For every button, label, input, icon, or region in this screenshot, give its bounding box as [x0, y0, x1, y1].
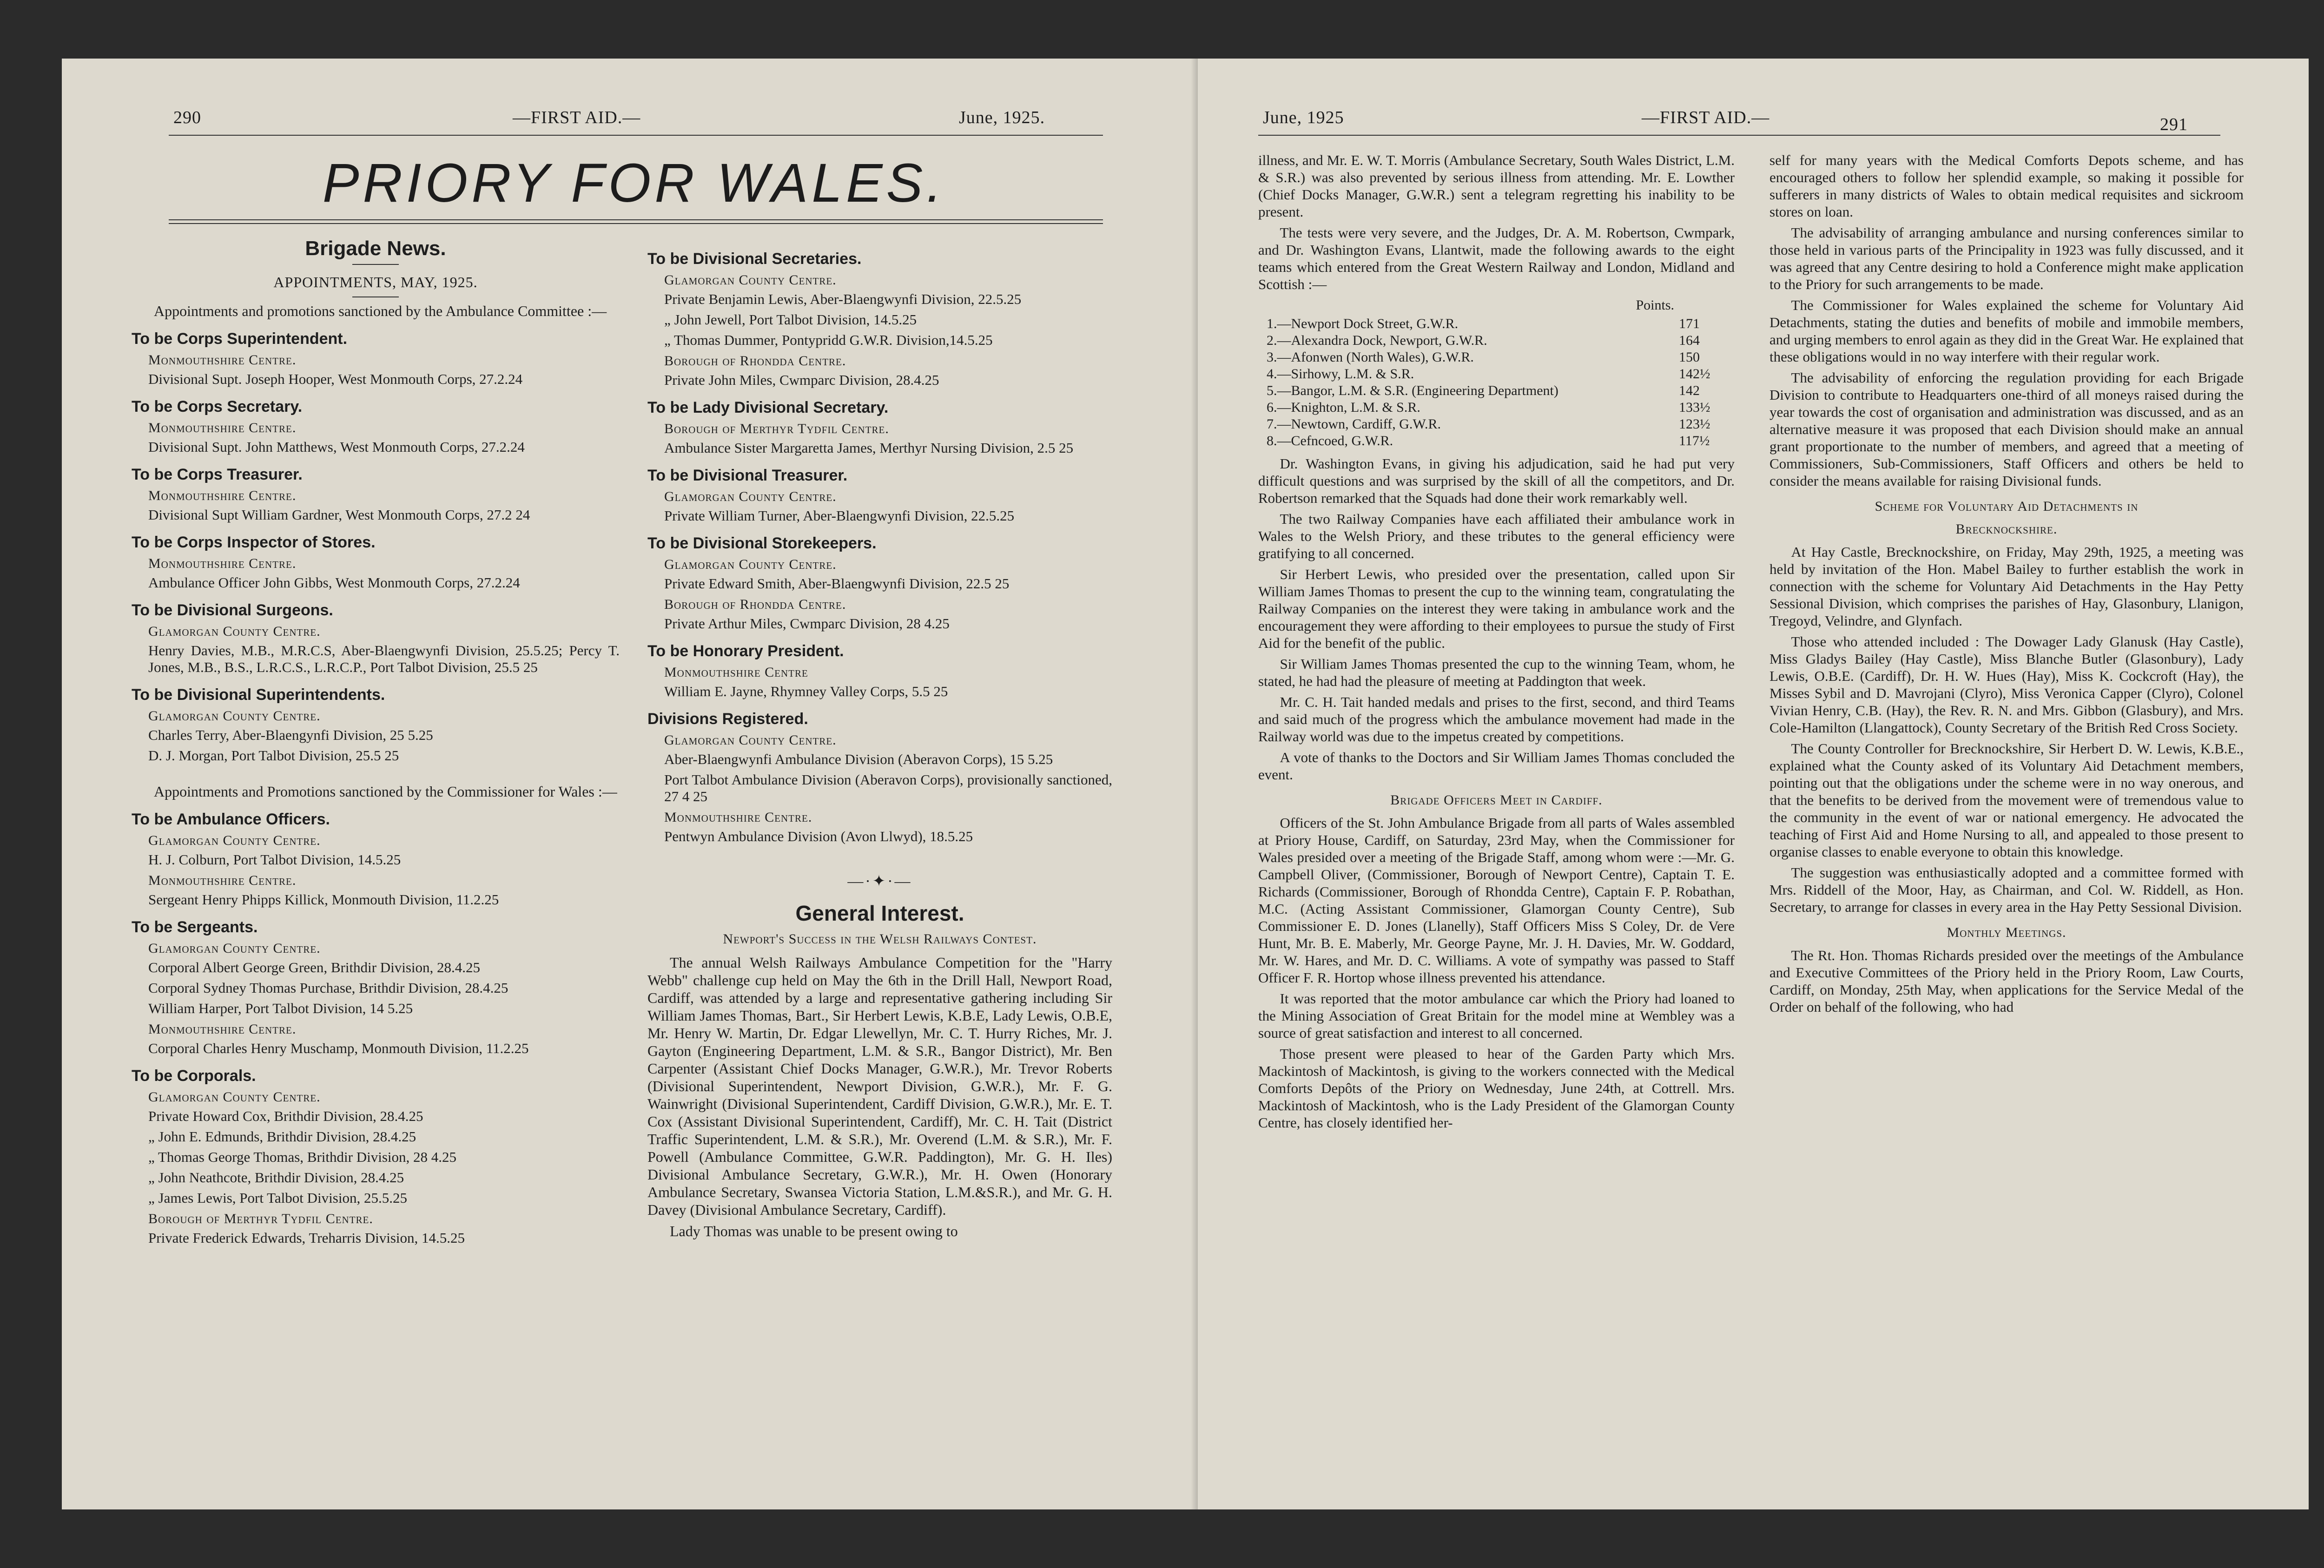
- team-name: 1.—Newport Dock Street, G.W.R.: [1267, 316, 1459, 331]
- appointment-entry: „ John Neathcote, Brithdir Division, 28.4.25: [148, 1169, 404, 1186]
- team-name: 7.—Newtown, Cardiff, G.W.R.: [1267, 416, 1441, 432]
- centre-name: Glamorgan County Centre.: [664, 732, 837, 748]
- appointment-entry: Corporal Albert George Green, Brithdir Division, 28.4.25: [148, 959, 481, 975]
- appointment-heading: To be Corps Treasurer.: [132, 466, 303, 483]
- appointment-entry: Corporal Charles Henry Muschamp, Monmouth Division, 11.2.25: [148, 1040, 529, 1056]
- appointment-entry: William Harper, Port Talbot Division, 14 5.25: [148, 1000, 413, 1016]
- article-paragraph: Mr. C. H. Tait handed medals and prises to the first, second, and third Teams and said much of the progress which the ambulance movement had made in the Railway world was due to the impetus created by competitions.: [1258, 694, 1735, 744]
- appointment-heading: To be Divisional Storekeepers.: [647, 534, 877, 552]
- scores-table: [1258, 316, 1735, 449]
- page-title: PRIORY FOR WALES.: [322, 152, 946, 214]
- article-paragraph: At Hay Castle, Brecknockshire, on Friday, May 29th, 1925, a meeting was held by invitation of the Hon. Mabel Bailey to further establish the work in connection with the scheme for Voluntary Aid Detachments in the Hay Petty Sessional Division, which comprises the parishes of Hay, Glasonbury, Llanigon, Tregoyd, Velindre, and Glynfach.: [1769, 544, 2244, 629]
- centre-name: Monmouthshire Centre.: [664, 810, 812, 825]
- left-page-number: 290: [173, 108, 201, 127]
- centre-name: Glamorgan County Centre.: [148, 708, 321, 724]
- appointment-heading: To be Lady Divisional Secretary.: [647, 399, 889, 416]
- right-date: June, 1925: [1263, 108, 1344, 127]
- article-paragraph: illness, and Mr. E. W. T. Morris (Ambulance Secretary, South Wales District, L.M. & S.R.) was also prevented by serious illness from attending. Mr. E. Lowther (Chief Docks Manager, G.W.R.) sent a telegram regretting his inability to be present.: [1258, 152, 1735, 220]
- centre-name: Monmouthshire Centre.: [148, 1021, 297, 1037]
- centre-name: Monmouthshire Centre.: [148, 420, 297, 435]
- appointment-heading: To be Corps Secretary.: [132, 398, 303, 415]
- team-name: 2.—Alexandra Dock, Newport, G.W.R.: [1267, 333, 1487, 348]
- title-rule-2: [169, 223, 1103, 224]
- article-paragraph: The two Railway Companies have each affiliated their ambulance work in Wales to the Welsh Priory, and these tributes to the general efficiency were gratifying to all concerned.: [1258, 511, 1735, 561]
- team-name: 8.—Cefncoed, G.W.R.: [1267, 433, 1393, 448]
- appointment-entry: Divisional Supt. John Matthews, West Monmouth Corps, 27.2.24: [148, 439, 525, 455]
- article-paragraph: The tests were very severe, and the Judges, Dr. A. M. Robertson, Cwmpark, and Dr. Washington Evans, Llantwit, made the following awards to the eight teams which entered from the Great Western Railway and London, Midland and Scottish :—: [1258, 224, 1735, 292]
- centre-name: Borough of Merthyr Tydfil Centre.: [664, 421, 889, 436]
- intro-text-2: Appointments and Promotions sanctioned by the Commissioner for Wales :—: [154, 783, 617, 800]
- appointment-list-3: [647, 250, 1112, 845]
- left-date: June, 1925.: [959, 108, 1045, 127]
- article-paragraph: Sir William James Thomas presented the cup to the winning Team, whom, he stated, he had had the pleasure of meeting at Paddington that week.: [1258, 656, 1735, 689]
- centre-name: Monmouthshire Centre.: [148, 556, 297, 571]
- appointment-entry: Port Talbot Ambulance Division (Aberavon Corps), provisionally sanctioned, 27 4 25: [664, 771, 1112, 804]
- article-paragraph: self for many years with the Medical Comforts Depots scheme, and has encouraged others to follow her splendid example, so making it possible for sufferers in many districts of Wales to obtain medical requisites and sickroom stores on loan.: [1769, 152, 2244, 220]
- appointment-entry: „ John E. Edmunds, Brithdir Division, 28.4.25: [148, 1128, 416, 1145]
- score-row: [1258, 349, 1735, 366]
- vad-subheading: Brecknockshire.: [1955, 521, 2058, 537]
- article-paragraph: The annual Welsh Railways Ambulance Competition for the "Harry Webb" challenge cup held on May the 6th in the Drill Hall, Newport Road, Cardiff, was attended by a large and representative gathering including Sir William James Thomas, Bart., Sir Herbert Lewis, K.B.E, Lady Lewis, O.B.E, Mr. Henry W. Martin, Dr. Edgar Llewellyn, Mr. C. T. Hurry Riches, Mr. J. Gayton (Engineering Department, L.M. & S.R., Bangor District), Mr. Ben Carpenter (Assistant Chief Docks Manager, G.W.R.), Mr. Trevor Roberts (Divisional Superintendent, Newport Division, G.W.R.), Mr. F. G. Wainwright (Divisional Superintendent, Cardiff Division, G.W.R.), Mr. E. T. Cox (Assistant Divisional Superintendent, Cardiff), Mr. C. H. Tait (District Traffic Superintendent, L.M. & S.R.), Mr. Overend (L.M. & S.R.), Mr. F. Powell (Ambulance Committee, G.W.R. Paddington), Mr. G. H. Iles) Divisional Ambulance Secretary, G.W.R.), Mr. H. Owen (Honorary Ambulance Secretary, Swansea Victoria Station, L.M.&S.R.), and Mr. G. H. Davey (Divisional Ambulance Secretary, Cardiff).: [647, 954, 1112, 1218]
- team-name: 6.—Knighton, L.M. & S.R.: [1267, 400, 1420, 415]
- right-column-2: [1769, 152, 2244, 1019]
- header-rule: [169, 135, 1103, 136]
- centre-name: Monmouthshire Centre.: [148, 488, 297, 503]
- appointment-entry: Divisional Supt. Joseph Hooper, West Monmouth Corps, 27.2.24: [148, 371, 523, 387]
- appointment-heading: To be Sergeants.: [132, 918, 258, 936]
- right-page-number: 291: [2160, 115, 2188, 134]
- appointment-entry: Private John Miles, Cwmparc Division, 28.4.25: [664, 372, 939, 388]
- centre-name: Borough of Rhondda Centre.: [664, 597, 846, 612]
- centre-name: Glamorgan County Centre.: [148, 624, 321, 639]
- team-points: 142½: [1679, 366, 1710, 382]
- article-paragraph: Those present were pleased to hear of the Garden Party which Mrs. Mackintosh of Mackintosh, is giving to the workers connected with the Medical Comforts Depôts of the Priory on Wednesday, June 24th, at Cottrell. Mrs. Mackintosh of Mackintosh, who is the Lady President of the Glamorgan County Centre, has closely identified her-: [1258, 1046, 1735, 1131]
- score-row: [1258, 382, 1735, 399]
- appointment-entry: Private Benjamin Lewis, Aber-Blaengwynfi Division, 22.5.25: [664, 291, 1022, 307]
- team-points: 171: [1679, 316, 1700, 331]
- appointment-heading: Divisions Registered.: [647, 710, 808, 728]
- score-row: [1258, 366, 1735, 382]
- article-paragraph: Sir Herbert Lewis, who presided over the presentation, called upon Sir William James Thomas to present the cup to the winning team, congratulating the Railway Companies on the interest they were taking in ambulance work and the encouragement they were affording to their employees to pursue the study of First Aid for the benefit of the public.: [1258, 566, 1735, 651]
- appointment-entry: Charles Terry, Aber-Blaengynfi Division, 25 5.25: [148, 727, 433, 743]
- score-row: [1258, 399, 1735, 416]
- centre-name: Borough of Merthyr Tydfil Centre.: [148, 1211, 373, 1226]
- team-points: 142: [1679, 383, 1700, 398]
- appointment-entry: Private William Turner, Aber-Blaengwynfi Division, 22.5.25: [664, 507, 1015, 524]
- appointment-entry: Private Howard Cox, Brithdir Division, 28.4.25: [148, 1108, 423, 1124]
- appointment-list: [132, 330, 620, 764]
- appointment-heading: To be Divisional Surgeons.: [132, 601, 333, 619]
- left-running-title: —FIRST AID.—: [513, 108, 641, 127]
- centre-name: Glamorgan County Centre.: [148, 1089, 321, 1105]
- article-paragraph: Dr. Washington Evans, in giving his adjudication, said he had put very difficult questions and was surprised by the skill of all the competitors, and Dr. Robertson remarked that the Squads had done their work remarkably well.: [1258, 455, 1735, 506]
- vad-heading: Scheme for Voluntary Aid Detachments in: [1875, 499, 2139, 514]
- team-points: 150: [1679, 349, 1700, 365]
- appointment-heading: To be Ambulance Officers.: [132, 810, 330, 828]
- appointment-entry: Private Edward Smith, Aber-Blaengwynfi Division, 22.5 25: [664, 575, 1010, 592]
- score-row: [1258, 433, 1735, 449]
- team-points: 164: [1679, 333, 1700, 348]
- appointment-heading: To be Corporals.: [132, 1067, 256, 1085]
- appointment-heading: To be Corps Inspector of Stores.: [132, 534, 376, 551]
- appointment-entry: „ John Jewell, Port Talbot Division, 14.5.25: [664, 311, 917, 328]
- appointment-heading: To be Divisional Secretaries.: [647, 250, 862, 268]
- team-points: 117½: [1679, 433, 1710, 448]
- title-rule: [169, 219, 1103, 220]
- appointment-heading: To be Honorary President.: [647, 642, 844, 660]
- centre-name: Glamorgan County Centre.: [664, 272, 837, 288]
- centre-name: Glamorgan County Centre.: [148, 833, 321, 848]
- appointment-entry: „ Thomas Dummer, Pontypridd G.W.R. Division,14.5.25: [664, 332, 993, 348]
- team-points: 123½: [1679, 416, 1710, 432]
- appointment-entry: „ Thomas George Thomas, Brithdir Division, 28 4.25: [148, 1149, 457, 1165]
- centre-name: Glamorgan County Centre.: [664, 557, 837, 572]
- appointments-heading: APPOINTMENTS, MAY, 1925.: [273, 274, 478, 290]
- points-label: Points.: [1636, 297, 1674, 313]
- appointment-entry: Henry Davies, M.B., M.R.C.S, Aber-Blaengwynfi Division, 25.5.25; Percy T. Jones, M.B., B.S., L.R.C.S., L.R.C.P., Port Talbot Division, 25.5 25: [148, 642, 620, 675]
- appointment-entry: Divisional Supt William Gardner, West Monmouth Corps, 27.2 24: [148, 507, 530, 523]
- appointment-entry: D. J. Morgan, Port Talbot Division, 25.5 25: [148, 747, 399, 764]
- team-name: 4.—Sirhowy, L.M. & S.R.: [1267, 366, 1414, 382]
- appointment-heading: To be Divisional Superintendents.: [132, 686, 385, 704]
- officers-heading: Brigade Officers Meet in Cardiff.: [1390, 792, 1603, 808]
- team-name: 3.—Afonwen (North Wales), G.W.R.: [1267, 349, 1474, 365]
- left-page: [62, 59, 1198, 1509]
- article-paragraph: The advisability of arranging ambulance and nursing conferences similar to those held in various parts of the Principality in 1923 was fully discussed, and it was agreed that any Centre desiring to hold a Conference might make application to the Priory for such arrangements to be made.: [1769, 224, 2244, 292]
- score-row: [1258, 316, 1735, 332]
- score-row: [1258, 416, 1735, 433]
- monthly-heading: Monthly Meetings.: [1947, 925, 2067, 940]
- appointment-entry: Corporal Sydney Thomas Purchase, Brithdir Division, 28.4.25: [148, 980, 508, 996]
- divider: [352, 264, 399, 265]
- centre-name: Monmouthshire Centre: [664, 665, 808, 680]
- article-paragraph: Lady Thomas was unable to be present owing to: [670, 1223, 958, 1239]
- brigade-news-heading: Brigade News.: [305, 237, 446, 260]
- article-paragraph: The Rt. Hon. Thomas Richards presided over the meetings of the Ambulance and Executive Committees of the Priory held in the Priory Room, Law Courts, Cardiff, on Monday, 25th May, when applications for the Service Medal of the Order on behalf of the following, who had: [1769, 947, 2244, 1015]
- right-running-title: —FIRST AID.—: [1642, 108, 1770, 127]
- article-paragraph: The Commissioner for Wales explained the scheme for Voluntary Aid Detachments, stating the duties and benefits of mobile and immobile members, and urging members to enrol again as they did in the Great War. He explained that these obligations would in no way interfere with their regular work.: [1769, 297, 2244, 365]
- general-interest-heading: General Interest.: [795, 901, 964, 925]
- appointment-entry: Ambulance Sister Margaretta James, Merthyr Nursing Division, 2.5 25: [664, 440, 1074, 456]
- appointment-entry: Sergeant Henry Phipps Killick, Monmouth Division, 11.2.25: [148, 891, 499, 908]
- centre-name: Borough of Rhondda Centre.: [664, 353, 846, 369]
- article-body-2: [1258, 814, 1735, 1131]
- appointment-entry: „ James Lewis, Port Talbot Division, 25.5.25: [148, 1190, 407, 1206]
- appointment-entry: H. J. Colburn, Port Talbot Division, 14.5.25: [148, 851, 401, 868]
- centre-name: Monmouthshire Centre.: [148, 873, 297, 888]
- appointment-entry: Aber-Blaengwynfi Ambulance Division (Aberavon Corps), 15 5.25: [664, 751, 1053, 767]
- right-column-1: [1258, 152, 1735, 1135]
- article-body-5: [1769, 947, 2244, 1015]
- article-paragraph: Those who attended included : The Dowager Lady Glanusk (Hay Castle), Miss Gladys Bailey (Hay Castle), Miss Blanche Butler (Glasonbury), Lady Lewis, O.B.E. (Cardiff), Dr. H. W. Hues (Hay), Miss K. Cockcroft (Hay), the Misses Sybil and D. Mavrojani (Clyro), Miss Veronica Capper (Clyro), Colonel Vivian Henry, C.B. (Hay), the Rev. R. N. and Mrs. Gibbon (Glasbury), and Mrs. Cole-Hamilton (Llangattock), County Secretary of the British Red Cross Society.: [1769, 633, 2244, 736]
- centre-name: Monmouthshire Centre.: [148, 352, 297, 368]
- article-body-4: [1769, 543, 2244, 916]
- ornament-divider: —·✦·—: [847, 873, 912, 890]
- article-paragraph: It was reported that the motor ambulance car which the Priory had loaned to the Mining Association of Great Britain for the model mine at Wembley was a source of great satisfaction and interest to all concerned.: [1258, 990, 1735, 1041]
- appointment-entry: Pentwyn Ambulance Division (Avon Llwyd), 18.5.25: [664, 828, 973, 844]
- appointment-list-2: [132, 810, 620, 1246]
- contest-heading: Newport's Success in the Welsh Railways Contest.: [723, 931, 1037, 947]
- right-page: [1198, 59, 2309, 1509]
- divider: [352, 296, 399, 297]
- header-rule: [1258, 135, 2220, 136]
- appointment-heading: To be Corps Superintendent.: [132, 330, 348, 348]
- team-name: 5.—Bangor, L.M. & S.R. (Engineering Department): [1267, 383, 1558, 398]
- intro-text: Appointments and promotions sanctioned by the Ambulance Committee :—: [154, 303, 607, 319]
- article-body: [1258, 455, 1735, 783]
- centre-name: Glamorgan County Centre.: [148, 941, 321, 956]
- article-paragraph: The suggestion was enthusiastically adopted and a committee formed with Mrs. Riddell of the Moor, Hay, as Chairman, and Col. W. Riddell, as Hon. Secretary, to arrange for classes in every area in the Hay Petty Sessional Division.: [1769, 864, 2244, 915]
- article-paragraph: A vote of thanks to the Doctors and Sir William James Thomas concluded the event.: [1258, 749, 1735, 783]
- appointment-entry: Private Frederick Edwards, Treharris Division, 14.5.25: [148, 1230, 465, 1246]
- article-body-3: [1769, 152, 2244, 489]
- score-row: [1258, 332, 1735, 349]
- appointment-heading: To be Divisional Treasurer.: [647, 467, 848, 484]
- team-points: 133½: [1679, 400, 1710, 415]
- article-paragraph: The advisability of enforcing the regulation providing for each Brigade Division to contribute to Headquarters one-third of all moneys raised during the year towards the cost of organisation and administration was discussed, and as an alternative measure it was proposed that each Division should make an annual grant proportionate to the number of members, and agreed that a meeting of Commissioners, Sub-Commissioners, Staff Officers and others be held to consider the means available for raising Divisional funds.: [1769, 369, 2244, 489]
- article-paragraph: The County Controller for Brecknockshire, Sir Herbert D. W. Lewis, K.B.E., explained what the County asked of its Voluntary Aid Detachment members, pointing out that the obligations under the scheme were in no way onerous, and that the benefits to be derived from the movement were of tremendous value to the community in the event of war or national emergency. He advocated the teaching of First Aid and Home Nursing to all, and appealed to those present to organise classes to enable everyone to obtain this knowledge.: [1769, 740, 2244, 860]
- appointment-entry: William E. Jayne, Rhymney Valley Corps, 5.5 25: [664, 683, 948, 699]
- article-paragraph: Officers of the St. John Ambulance Brigade from all parts of Wales assembled at Priory House, Cardiff, on Saturday, 23rd May, when the Commissioner for Wales presided over a meeting of the Brigade Staff, among whom were :—Mr. G. Campbell Oliver, (Commissioner, Borough of Newport Centre), Captain T. E. Richards (Commissioner, Borough of Rhondda Centre), Captain F. P. Robathan, M.C. (Acting Assistant Commissioner, Glamorgan County Centre), Sub Commissioner E. D. Jones (Llanelly), Staff Officers Miss S Coley, Dr. de Vere Hunt, Mr. B. E. Maberly, Mr. George Payne, Mr. J. H. Davies, Mr. W. Goddard, Mr. W. Hares, and Mr. D. C. Williams. A vote of sympathy was passed to Staff Officer F. R. Hortop whose illness prevented his attendance.: [1258, 815, 1735, 986]
- centre-name: Glamorgan County Centre.: [664, 489, 837, 504]
- left-column-2: [647, 240, 1112, 1244]
- left-column-1: [132, 237, 620, 1250]
- appointment-entry: Ambulance Officer John Gibbs, West Monmouth Corps, 27.2.24: [148, 574, 520, 591]
- appointment-entry: Private Arthur Miles, Cwmparc Division, 28 4.25: [664, 615, 950, 632]
